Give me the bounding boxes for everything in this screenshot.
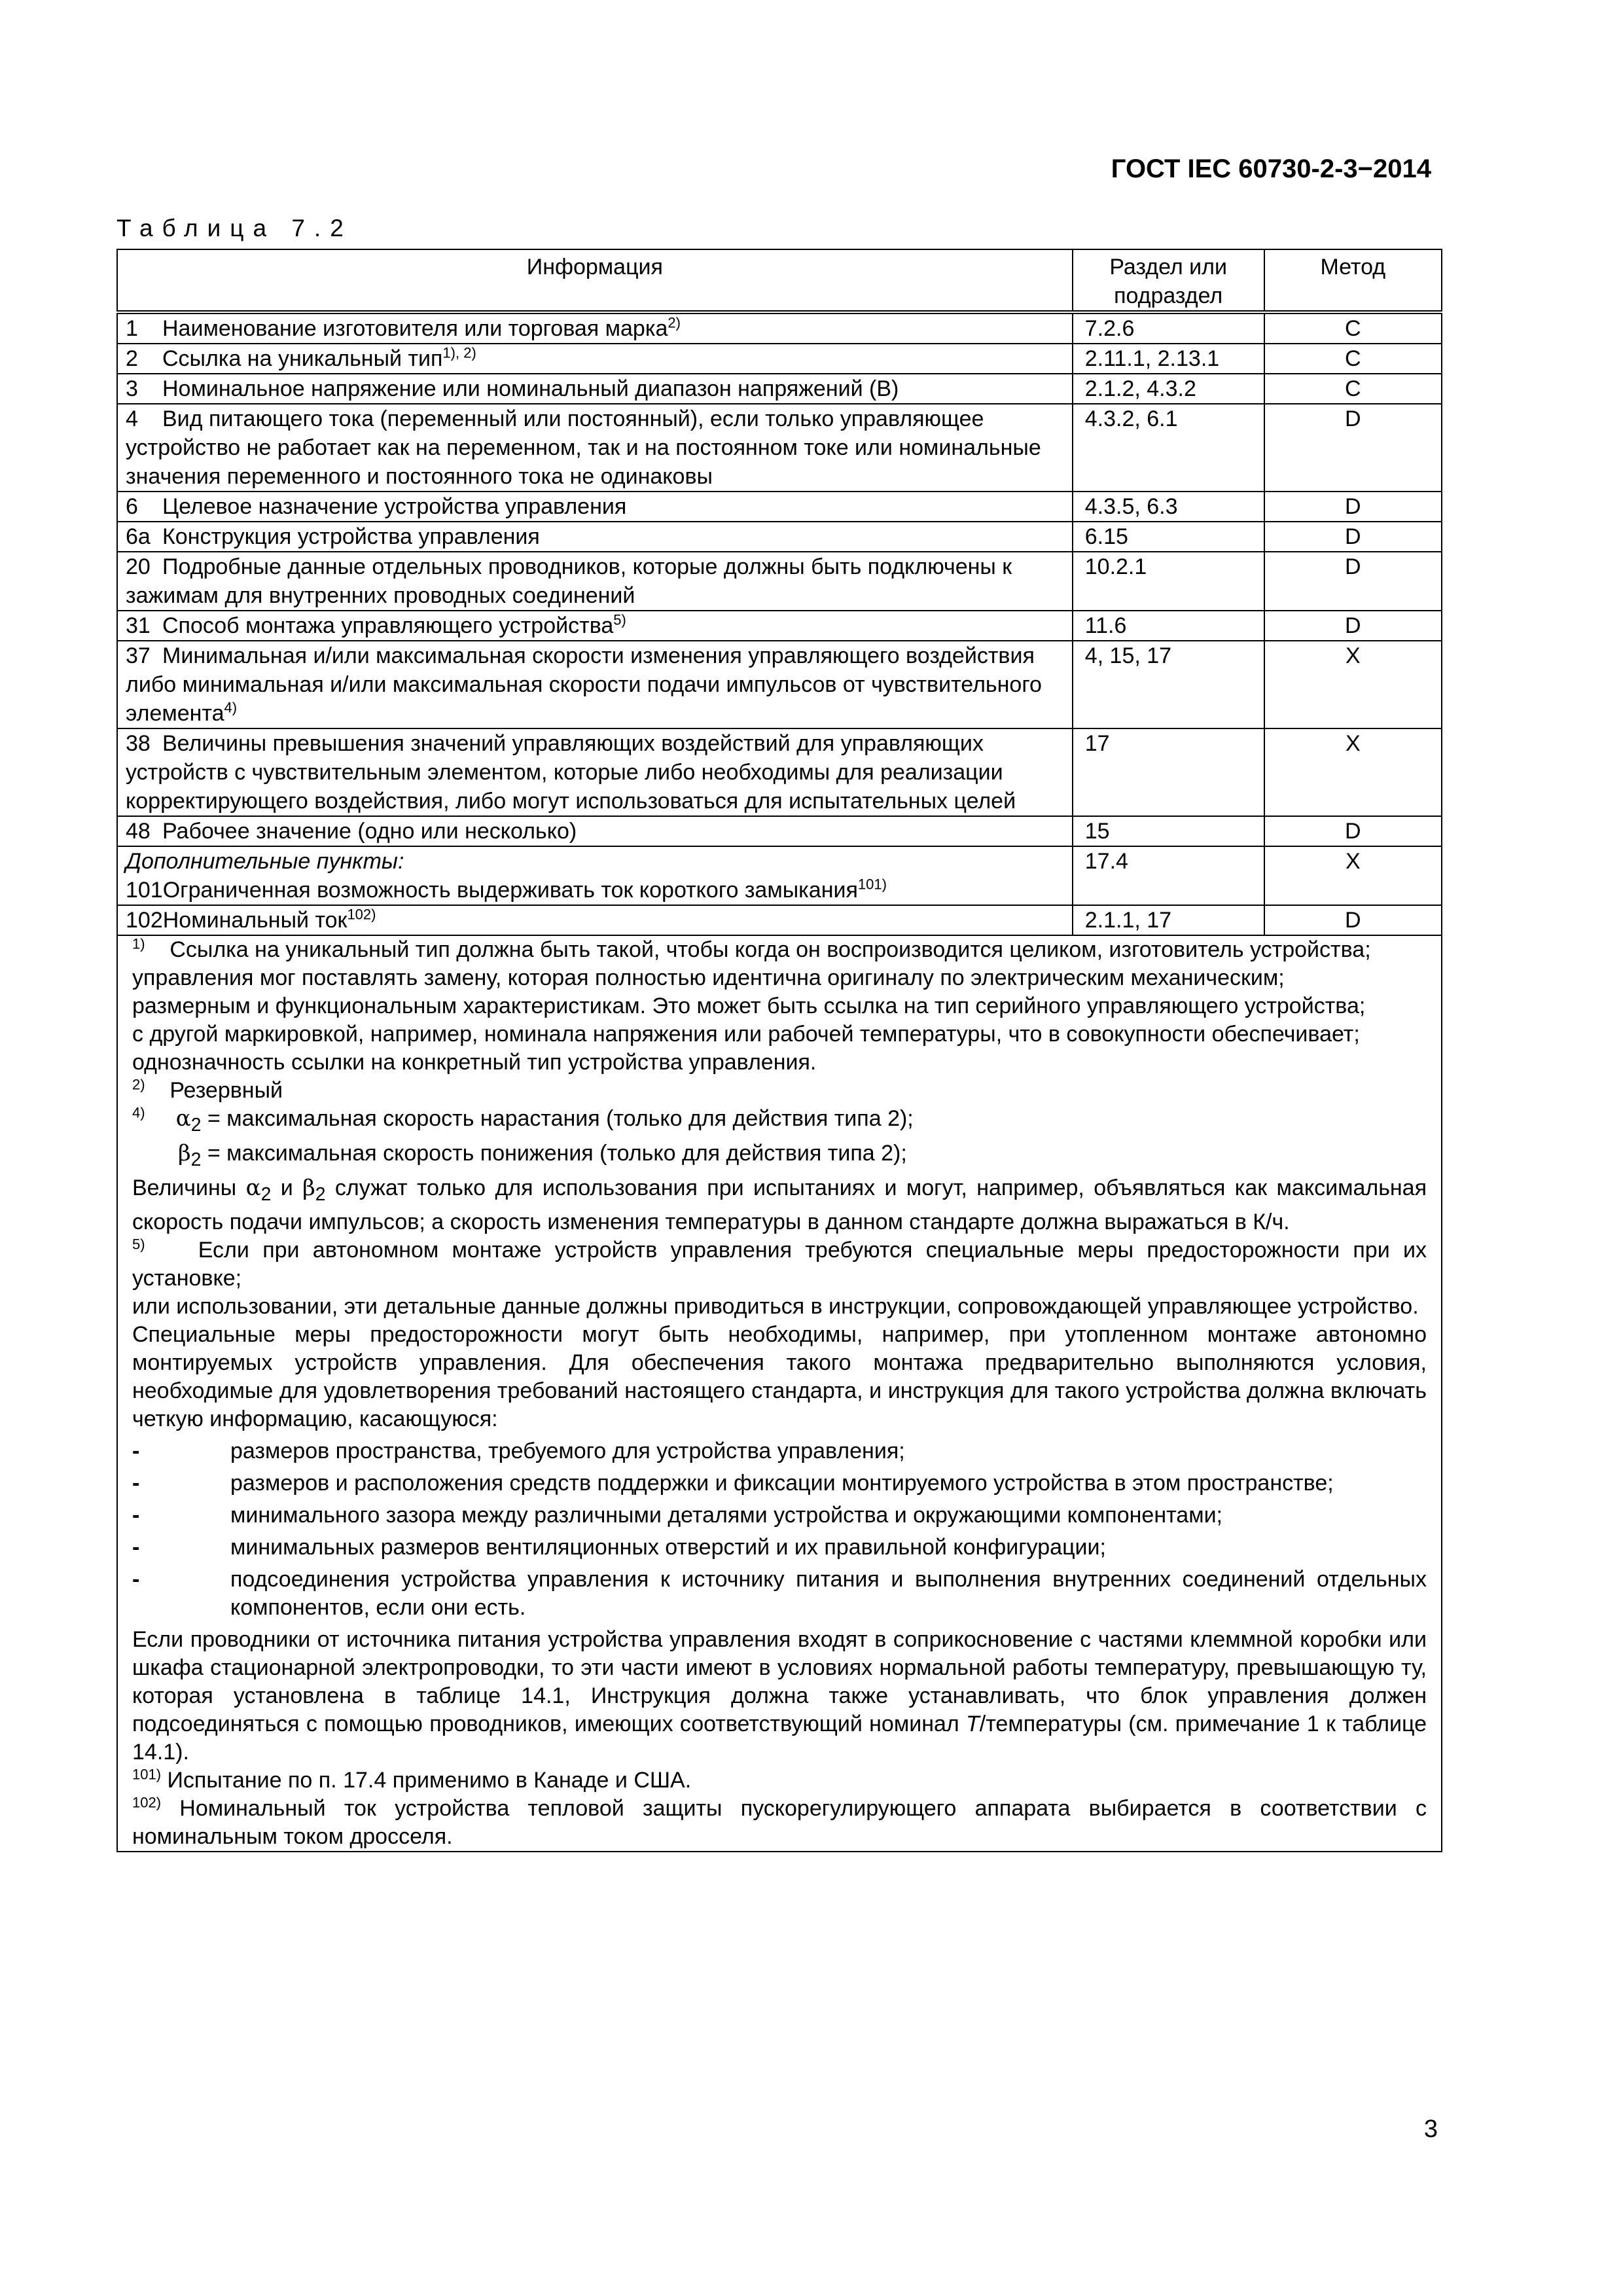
additional-items-heading: Дополнительные пункты: (126, 849, 404, 874)
method-cell: D (1264, 404, 1442, 492)
footnote-1: $^{1)}$ Ссылка на уникальный тип должна быть такой, чтобы когда он воспроизводится целиком, изготовитель устройства; (132, 935, 1371, 962)
section-cell: 2.11.1, 2.13.1 (1073, 344, 1264, 374)
column-header-information: Информация (117, 249, 1073, 312)
info-cell: 6а Конструкция устройства управления (117, 522, 1073, 552)
footnote-101: $^{101)}$ Испытание по п. 17.4 применимо в Канаде и США. (132, 1767, 692, 1793)
footnote-4-values: Величины $\alpha_2$ и $\beta_2$ служат только для использования при испытаниях и могут, например, объявляться как максимальная скорость подачи импульсов; а скорость изменения температуры в данном стандарте должна выражаться в К/ч. (132, 1174, 1427, 1235)
section-cell: 4.3.5, 6.3 (1073, 492, 1264, 522)
method-cell: C (1264, 312, 1442, 344)
info-cell: Дополнительные пункты: 101Ограниченная возможность выдерживать ток короткого замыкания$^{101)}$ (117, 846, 1073, 905)
table-row (117, 552, 1442, 611)
table-row (117, 492, 1442, 522)
section-cell: 7.2.6 (1073, 312, 1264, 344)
dash-list-item: - подсоединения устройства управления к источнику питания и выполнения внутренних соединений отдельных компонентов, если они есть. (132, 1567, 1427, 1621)
footnote-1-line: управления мог поставлять замену, которая полностью идентична оригиналу по электрическим механическим; (132, 965, 1285, 990)
table-row (117, 374, 1442, 404)
footnote-1-line: с другой маркировкой, например, номинала напряжения или рабочей температуры, что в совокупности обеспечивает; (132, 1022, 1360, 1047)
section-cell: 4, 15, 17 (1073, 641, 1264, 728)
table-row (117, 905, 1442, 935)
section-cell: 15 (1073, 816, 1264, 846)
dash-list-item: - размеров и расположения средств поддержки и фиксации монтируемого устройства в этом пространстве; (132, 1471, 1334, 1496)
footnote-5-line: или использовании, эти детальные данные должны приводиться в инструкции, сопровождающей управляющее устройство. (132, 1294, 1419, 1319)
method-cell: D (1264, 611, 1442, 641)
footnote-1-line: однозначность ссылки на конкретный тип устройства управления. (132, 1050, 817, 1075)
notes-row (117, 935, 1442, 1852)
footnote-1-line: размерным и функциональным характеристикам. Это может быть ссылка на тип серийного управляющего устройства; (132, 994, 1366, 1018)
info-cell: 37 Минимальная и/или максимальная скорости изменения управляющего воздействия либо минимальная и/или максимальная скорости подачи импульсов от чувствительного элемента$^{4)}$ (117, 641, 1073, 728)
dash-list-item: - минимальных размеров вентиляционных отверстий и их правильной конфигурации; (132, 1535, 1106, 1560)
footnote-2: $^{2)}$ Резервный (132, 1076, 283, 1103)
dash-list-item: - размеров пространства, требуемого для устройства управления; (132, 1439, 905, 1464)
section-cell: 2.1.2, 4.3.2 (1073, 374, 1264, 404)
section-cell: 17.4 (1073, 846, 1264, 905)
info-cell: 102Номинальный ток$^{102)}$ (117, 905, 1073, 935)
footnote-5: $^{5)}$ Если при автономном монтаже устройств управления требуются специальные меры предосторожности при их установке; (132, 1236, 1427, 1291)
page-number: 3 (1423, 2115, 1438, 2143)
method-cell: D (1264, 552, 1442, 611)
table-row (117, 728, 1442, 816)
information-table (116, 249, 1442, 1852)
info-cell: 6 Целевое назначение устройства управления (117, 492, 1073, 522)
info-cell: 31 Способ монтажа управляющего устройства$^{5)}$ (117, 611, 1073, 641)
table-header-row (117, 249, 1442, 312)
document-id: ГОСТ IEC 60730-2-3−2014 (1111, 154, 1431, 183)
table-row (117, 404, 1442, 492)
info-cell: 4 Вид питающего тока (переменный или постоянный), если только управляющее устройство не работает как на переменном, так и на постоянном токе или номинальные значения переменного и постоянного тока не одинаковы (117, 404, 1073, 492)
method-cell: X (1264, 846, 1442, 905)
footnote-5-conductors: Если проводники от источника питания устройства управления входят в соприкосновение с частями клеммной коробки или шкафа стационарной электропроводки, то эти части имеют в условиях нормальной работы температуру, превышающую ту, которая установлена в таблице 14.1, Инструкция должна также устанавливать, что блок управления должен подсоединяться с помощью проводников, имеющих соответствующий номинал T/температуры (см. примечание 1 к таблице 14.1). (132, 1627, 1427, 1765)
table-row (117, 312, 1442, 344)
section-cell: 6.15 (1073, 522, 1264, 552)
table-row (117, 816, 1442, 846)
method-cell: D (1264, 492, 1442, 522)
footnote-4-beta: $\beta_2$ = максимальная скорость понижения (только для действия типа 2); (178, 1139, 907, 1170)
method-cell: C (1264, 344, 1442, 374)
footnote-5-line: Специальные меры предосторожности могут быть необходимы, например, при утопленном монтаже автономно монтируемых устройств управления. Для обеспечения такого монтажа предварительно выполняются условия, необходимые для удовлетворения требований настоящего стандарта, и инструкция для такого устройства должна включать четкую информацию, касающуюся: (132, 1322, 1427, 1432)
section-cell: 4.3.2, 6.1 (1073, 404, 1264, 492)
info-cell: 38 Величины превышения значений управляющих воздействий для управляющих устройств с чувствительным элементом, которые либо необходимы для реализации корректирующего воздействия, либо могут использоваться для испытательных целей (117, 728, 1073, 816)
footnote-102: $^{102)}$ Номинальный ток устройства тепловой защиты пускорегулирующего аппарата выбирается в соответствии с номинальным током дросселя. (132, 1795, 1427, 1850)
info-cell: 3 Номинальное напряжение или номинальный диапазон напряжений (B) (117, 374, 1073, 404)
method-cell: D (1264, 522, 1442, 552)
method-cell: D (1264, 816, 1442, 846)
table-row (117, 611, 1442, 641)
table-row (117, 846, 1442, 905)
info-cell: 48 Рабочее значение (одно или несколько) (117, 816, 1073, 846)
section-cell: 11.6 (1073, 611, 1264, 641)
info-cell: 20 Подробные данные отдельных проводников, которые должны быть подключены к зажимам для внутренних проводных соединений (117, 552, 1073, 611)
table-row (117, 522, 1442, 552)
method-cell: X (1264, 728, 1442, 816)
table-title: Таблица 7.2 (116, 215, 353, 242)
info-cell: 2 Ссылка на уникальный тип$^{1), 2)}$ (117, 344, 1073, 374)
table-row (117, 641, 1442, 728)
method-cell: D (1264, 905, 1442, 935)
footnotes-cell (117, 935, 1442, 1852)
footnotes (126, 936, 1433, 1851)
dash-list-item: - минимального зазора между различными деталями устройства и окружающими компонентами; (132, 1503, 1223, 1528)
info-cell: 1 Наименование изготовителя или торговая марка$^{2)}$ (117, 312, 1073, 344)
section-cell: 10.2.1 (1073, 552, 1264, 611)
method-cell: X (1264, 641, 1442, 728)
method-cell: C (1264, 374, 1442, 404)
footnote-4-alpha: $^{4)}$ $\alpha_2$ = максимальная скорость нарастания (только для действия типа 2); (132, 1104, 914, 1136)
column-header-section: Раздел или подраздел (1073, 249, 1264, 312)
section-cell: 2.1.1, 17 (1073, 905, 1264, 935)
table-row (117, 344, 1442, 374)
section-cell: 17 (1073, 728, 1264, 816)
column-header-method: Метод (1264, 249, 1442, 312)
